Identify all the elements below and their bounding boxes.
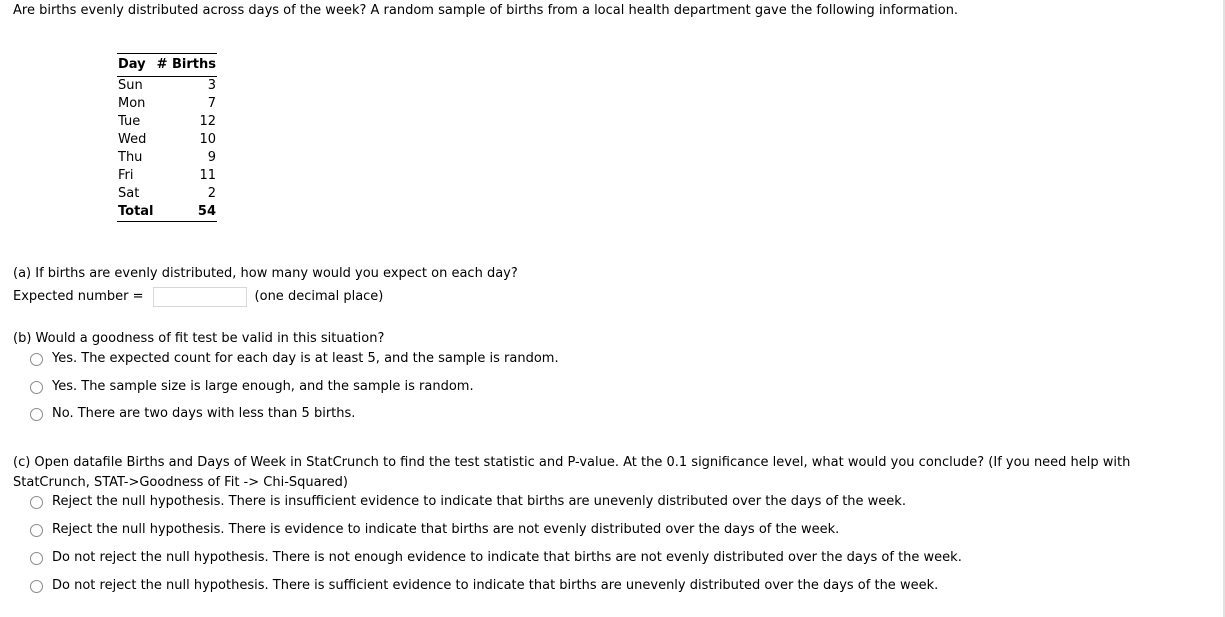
total-value: 54	[197, 203, 216, 219]
option-label: No. There are two days with less than 5 births.	[52, 405, 356, 421]
expected-number-hint: (one decimal place)	[254, 288, 384, 304]
births-cell: 9	[207, 149, 216, 165]
table-row	[117, 149, 217, 167]
option-label: Yes. The expected count for each day is at least 5, and the sample is random.	[52, 350, 559, 366]
option-label: Do not reject the null hypothesis. There is not enough evidence to indicate that births are not evenly distributed over the days of the week.	[52, 549, 962, 565]
births-cell: 7	[207, 95, 216, 111]
option-c-2[interactable]	[30, 519, 839, 541]
table-row	[117, 185, 217, 203]
header-day: Day	[117, 54, 155, 77]
expected-number-input[interactable]	[153, 287, 247, 307]
header-births: # Births	[155, 54, 217, 77]
radio-button[interactable]	[30, 552, 43, 565]
day-cell: Sun	[118, 77, 143, 93]
radio-button[interactable]	[30, 524, 43, 537]
total-row	[117, 203, 217, 222]
births-table	[117, 53, 217, 222]
day-cell: Thu	[118, 149, 143, 165]
option-label: Reject the null hypothesis. There is insufficient evidence to indicate that births are unevenly distributed over the days of the week.	[52, 493, 906, 509]
radio-button[interactable]	[30, 580, 43, 593]
expected-number-label: Expected number =	[13, 288, 144, 304]
table-row	[117, 167, 217, 185]
births-cell: 2	[207, 185, 216, 201]
question-c: (c) Open datafile Births and Days of Week in StatCrunch to find the test statistic and P-value. At the 0.1 significance level, what would you conclude? (If you need help with StatCrunch, STAT->Goodness of Fit -> Chi-Squared)	[13, 455, 1131, 490]
day-cell: Tue	[118, 113, 141, 129]
option-c-1[interactable]	[30, 491, 906, 513]
day-cell: Mon	[118, 95, 146, 111]
question-a: (a) If births are evenly distributed, how many would you expect on each day?	[13, 266, 518, 281]
question-b: (b) Would a goodness of fit test be valid in this situation?	[13, 331, 385, 346]
day-cell: Sat	[118, 185, 140, 201]
option-label: Yes. The sample size is large enough, and the sample is random.	[52, 378, 474, 394]
option-b-1[interactable]	[30, 348, 559, 370]
option-c-3[interactable]	[30, 547, 962, 569]
problem-intro: Are births evenly distributed across days of the week? A random sample of births from a local health department gave the following information.	[13, 3, 959, 18]
table-header-row	[117, 54, 217, 77]
births-cell: 3	[207, 77, 216, 93]
table-row	[117, 76, 217, 95]
radio-button[interactable]	[30, 496, 43, 509]
option-c-4[interactable]	[30, 575, 938, 597]
radio-button[interactable]	[30, 381, 43, 394]
option-label: Reject the null hypothesis. There is evidence to indicate that births are not evenly distributed over the days of the week.	[52, 521, 840, 537]
table-row	[117, 95, 217, 113]
option-label: Do not reject the null hypothesis. There is sufficient evidence to indicate that births are unevenly distributed over the days of the week.	[52, 577, 939, 593]
option-b-2[interactable]	[30, 376, 474, 398]
total-label: Total	[118, 203, 154, 219]
births-cell: 12	[199, 113, 216, 129]
radio-button[interactable]	[30, 408, 43, 421]
option-b-3[interactable]	[30, 403, 355, 425]
births-cell: 11	[199, 167, 216, 183]
expected-number-row	[13, 286, 383, 308]
table-row	[117, 131, 217, 149]
radio-button[interactable]	[30, 353, 43, 366]
table-row	[117, 113, 217, 131]
day-cell: Fri	[118, 167, 134, 183]
day-cell: Wed	[118, 131, 147, 147]
births-cell: 10	[199, 131, 216, 147]
